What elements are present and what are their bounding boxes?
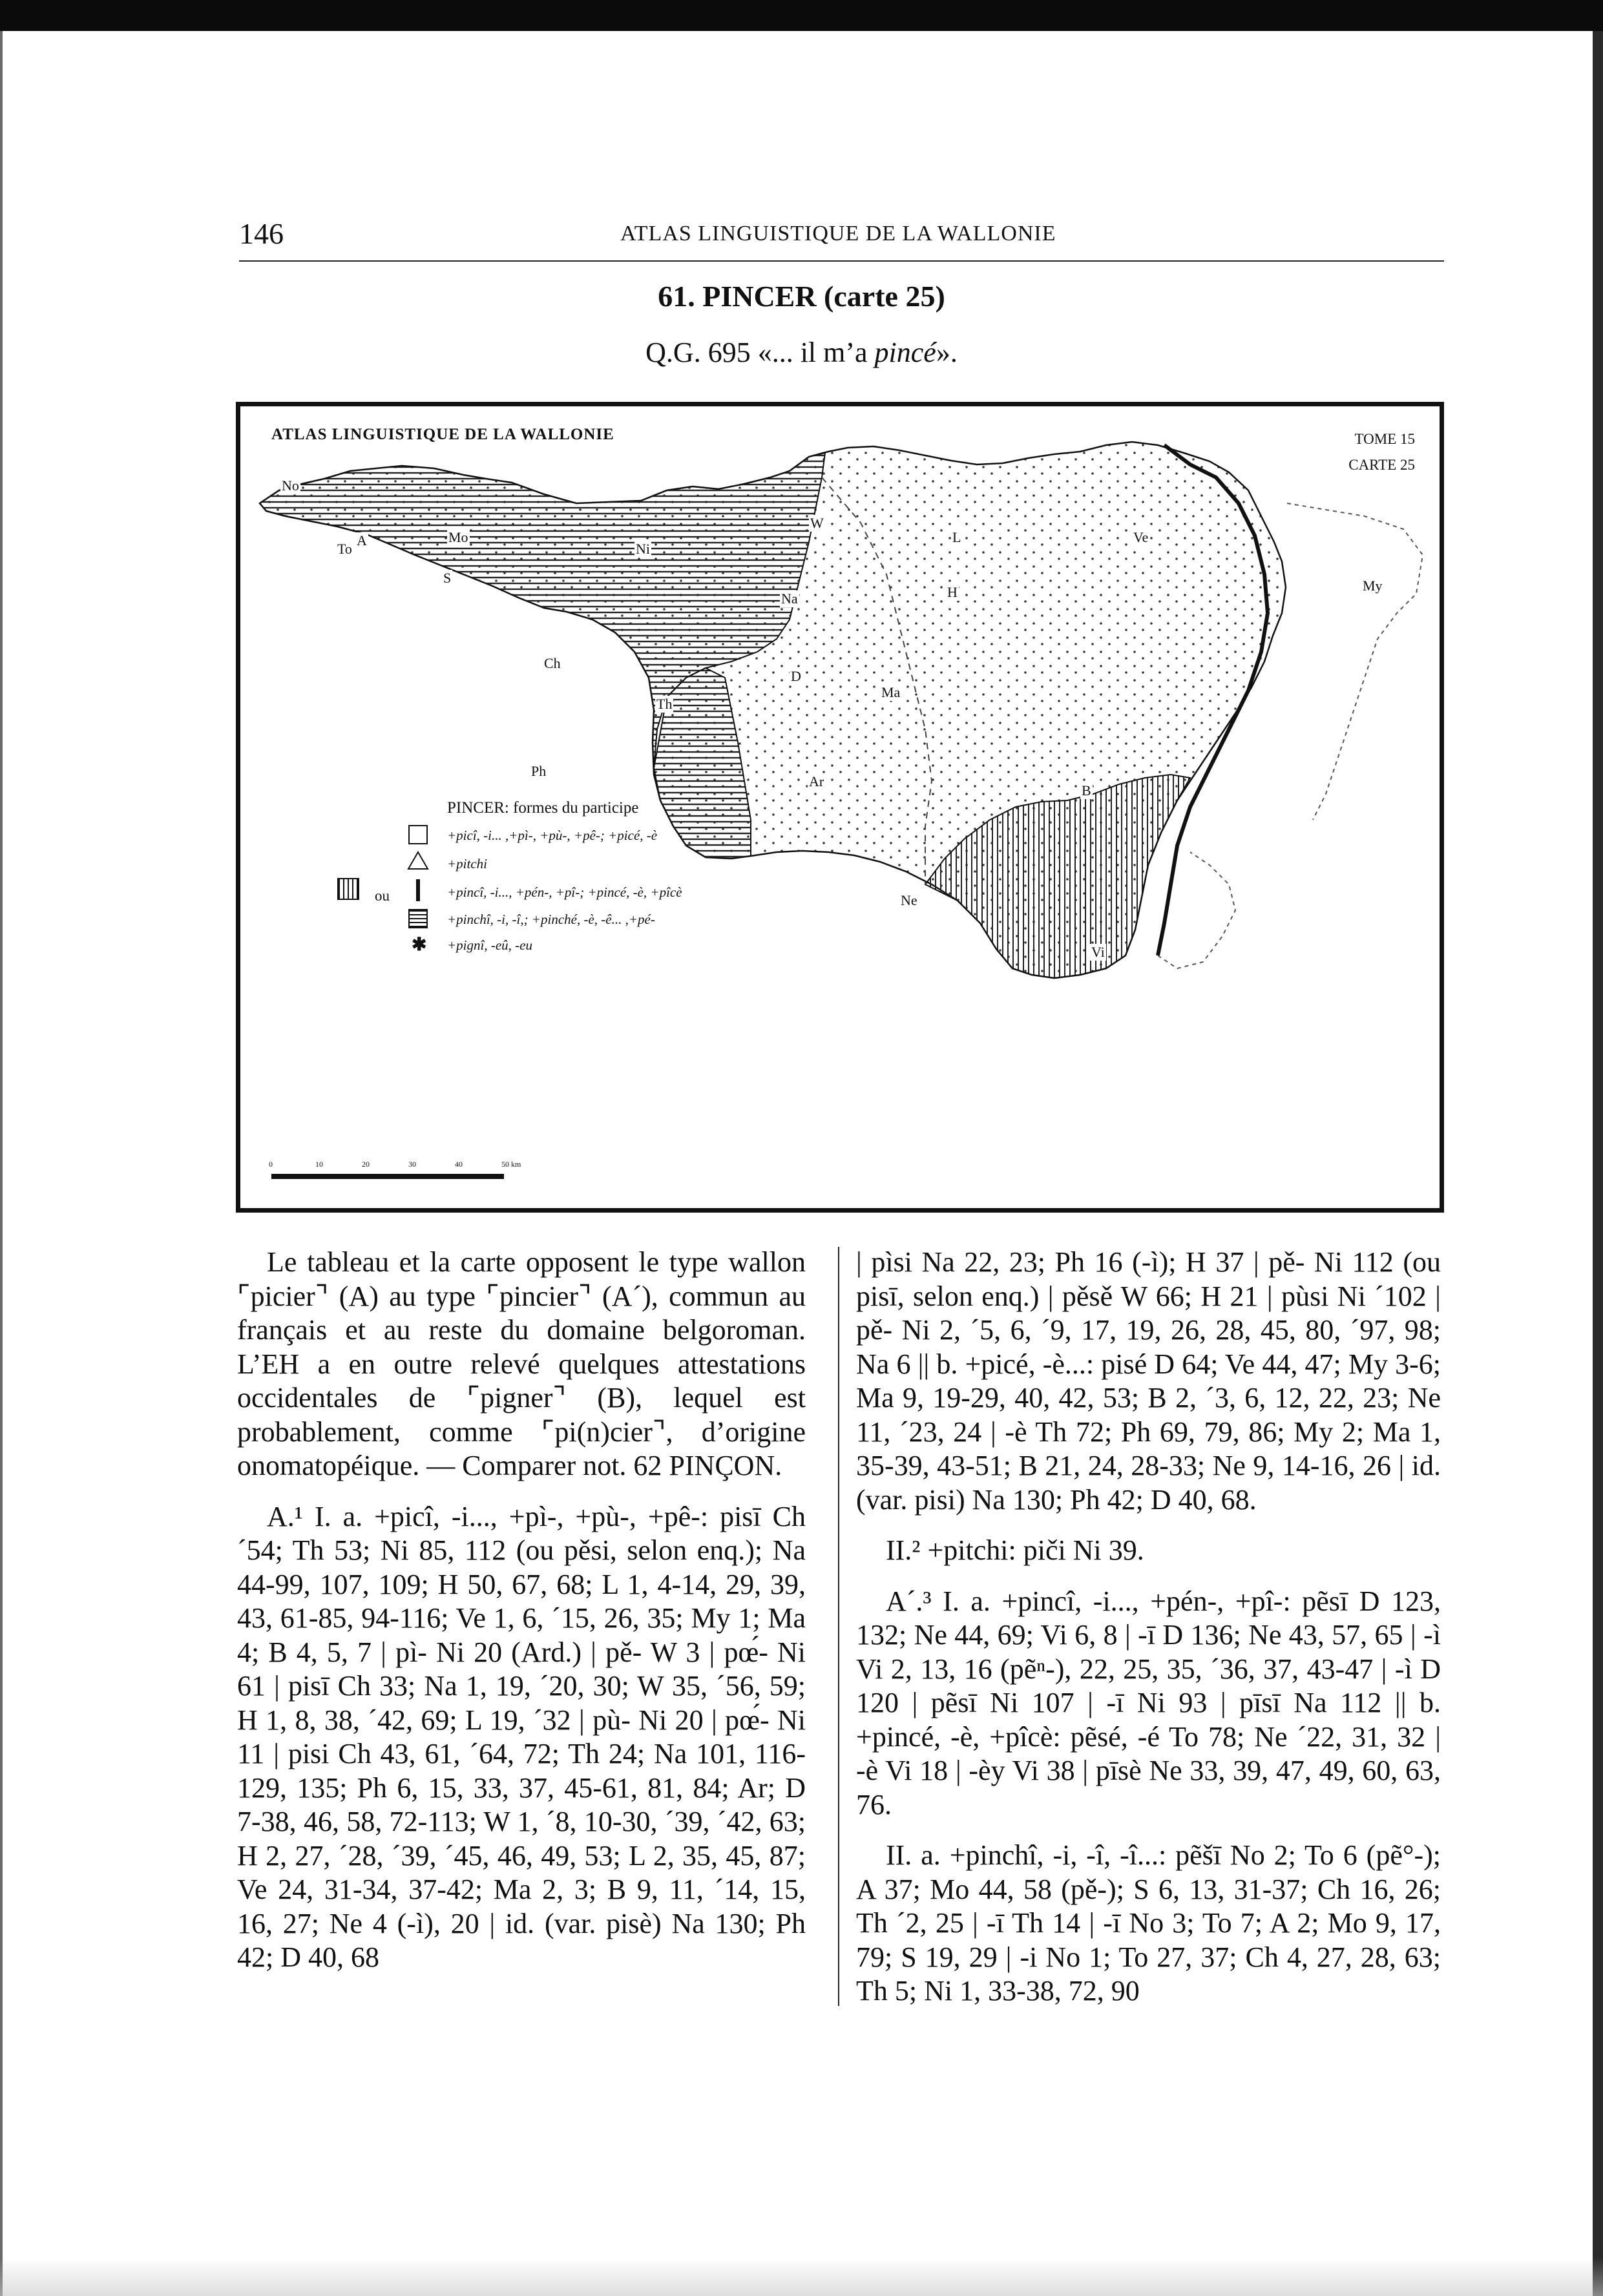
forms-paragraph-a: A.¹ I. a. +picî, -i..., +pì-, +pù-, +pê-: pisī Ch ´54; Th 53; Ni 85, 112 (ou pěsi, selon enq.); Na 44-99, 107, 109; H 50, 67, 68; L 1, 4-14, 29, 39, 43, 61-85, 94-116; Ve 1, 6, ´15, 26, 35; My 1; Ma 4; B 4, 5, 7 | pì- Ni 20 (Ard.) | pě- W 3 | pœ́- Ni 61 | pisī Ch 33; Na 1, 19, ´20, 30; W 35, ´56, 59; H 1, 8, 38, ´42, 69; L 19, ´32 | pù- Ni 20 | pœ́- Ni 11 | pisi Ch 43, 61, ´64, 72; Th 24; Na 101, 116-129, 135; Ph 6, 15, 33, 37, 45-61, 81, 84; Ar; D 7-38, 46, 58, 72-113; W 1, ´8, 10-30, ´39, ´42, 63; H 2, 27, ´28, ´39, ´45, 46, 49, 53; L 2, 35, 45, 87; Ve 24, 31-34, 37-42; Ma 2, 3; B 9, 11, ´14, 15, 16, 27; Ne 4 (-ì), 20 | id. (var. pisè) Na 130; Ph 42; D 40, 68	[237, 1500, 806, 1973]
region-label: Vi	[1091, 944, 1105, 960]
section-title: 61. PINCER (carte 25)	[658, 280, 945, 313]
triangle-symbol-icon	[407, 851, 429, 870]
forms-paragraph-a-prime: A´.³ I. a. +pincî, -i..., +pén-, +pî-: pẽsī D 123, 132; Ne 44, 69; Vi 6, 8 | -ī D 136; Ne 43, 57, 65 | -ì Vi 2, 13, 16 (pẽⁿ-), 22, 25, 35, ´36, 37, 43-47 | -ì D 120 | pẽsī Ni 107 | -ī Ni 93 | pīsī Na 112 || b. +pincé, -è, +pîcè: pẽsé, -é To 78; Ne ´22, 31, 32 | -è Vi 18 | -èy Vi 38 | pīsè Ne 33, 39, 47, 49, 60, 63, 76.	[856, 1585, 1441, 1821]
column-rule	[838, 1247, 839, 2006]
map-tome: TOME 15	[1354, 431, 1415, 447]
region-label: S	[443, 570, 452, 586]
scale-tick-label: 50 km	[501, 1160, 521, 1169]
german-region-outline	[1287, 503, 1423, 820]
map-legend	[318, 794, 680, 988]
legend-item-asterisk: +pignî, -eû, -eu	[447, 937, 532, 953]
scale-tick-label: 10	[315, 1160, 323, 1169]
region-label: B	[1082, 782, 1091, 798]
region-label: D	[791, 668, 801, 684]
region-label: Ma	[881, 684, 901, 700]
forms-paragraph-a-continued: | pìsi Na 22, 23; Ph 16 (-ì); H 37 | pě- Ni 112 (ou pisī, selon enq.) | pěsě W 66; H 21 | pùsi Ni ´102 | pě- Ni 2, ´5, 6, ´9, 17, 19, 26, 28, 45, 80, ´97, 98; Na 6 || b. +picé, -è...: pisé D 64; Ve 44, 47; My 3-6; Ma 9, 19-29, 40, 42, 53; B 2, ´3, 6, 12, 22, 23; Ne 11, ´23, 24 | -è Th 72; Ph 69, 79, 86; My 2; Ma 1, 35-39, 43-51; B 21, 24, 28-33; Ne 9, 14-16, 26 | id. (var. pisi) Na 130; Ph 42; D 40, 68.	[856, 1246, 1441, 1516]
text-column-left	[237, 1246, 806, 1992]
running-title: ATLAS LINGUISTIQUE DE LA WALLONIE	[620, 222, 1056, 245]
map-header: ATLAS LINGUISTIQUE DE LA WALLONIE	[271, 426, 614, 443]
region-label: Ni	[636, 541, 650, 557]
questionnaire-word: pincé	[874, 337, 936, 368]
scan-right-border	[1593, 31, 1603, 2296]
scale-tick-label: 40	[455, 1160, 463, 1169]
forms-paragraph-a-ii: II.² +pitchi: piči Ni 39.	[886, 1534, 1144, 1566]
scan-bottom-grain	[0, 2257, 1603, 2296]
page-number: 146	[239, 217, 284, 250]
legend-or: ou	[375, 888, 390, 904]
region-label: To	[337, 541, 352, 557]
map-carte: CARTE 25	[1348, 457, 1415, 473]
scan-left-edge	[0, 31, 3, 2296]
dialect-map	[236, 402, 1444, 1213]
luxembourg-outline	[1158, 852, 1235, 968]
legend-item-square: +picî, -i... ,+pì-, +pù-, +pê-; +picé, -è	[447, 828, 658, 843]
legend-item-hatched: +pinchî, -i, -î,; +pinché, -è, -ê... ,+pé-	[447, 912, 655, 927]
square-symbol-icon	[408, 825, 428, 844]
region-label: My	[1363, 578, 1383, 594]
commentary-paragraph: Le tableau et la carte opposent le type wallon ⌜picier⌝ (A) au type ⌜pincier⌝ (A´), commun au français et au reste du domaine belgoroman. L’EH a en outre relevé quelques attestations occidentales de ⌜pigner⌝ (B), lequel est probablement, comme ⌜pi(n)cier⌝, d’origine onomatopéique. — Comparer not. 62 PINÇON.	[237, 1246, 806, 1481]
region-label: Ve	[1133, 529, 1149, 545]
region-label: L	[952, 529, 961, 545]
bar-symbol-icon	[416, 879, 420, 901]
asterisk-icon: ✱	[412, 935, 427, 955]
scale-tick-label: 30	[408, 1160, 416, 1169]
text-column-right	[856, 1246, 1441, 2025]
legend-item-triangle: +pitchi	[447, 856, 487, 871]
region-label: No	[282, 477, 299, 494]
region-label: A	[357, 532, 367, 548]
horizontal-hatched-icon	[408, 909, 428, 928]
region-label: H	[947, 584, 958, 600]
region-label: Mo	[448, 529, 468, 545]
region-label: Na	[781, 590, 798, 607]
region-label: Ph	[531, 763, 547, 779]
region-label: Th	[656, 696, 673, 712]
scale-tick-label: 20	[362, 1160, 370, 1169]
scale-bar	[271, 1174, 504, 1179]
forms-paragraph-a-prime-ii: II. a. +pinchî, -i, -î, -î...: pẽšī No 2; To 6 (pẽ°-); A 37; Mo 44, 58 (pě-); S 6, 13, 31-37; Ch 16, 26; Th ´2, 25 | -ī Th 14 | -ī No 3; To 7; A 2; Mo 9, 17, 79; S 19, 29 | -i No 1; To 27, 37; Ch 4, 27, 28, 63; Th 5; Ni 1, 33-38, 72, 90	[856, 1839, 1441, 2007]
region-label: Ar	[809, 773, 824, 789]
questionnaire-suffix: ».	[936, 337, 958, 368]
region-label: W	[810, 515, 824, 531]
region-label: Ch	[544, 655, 561, 671]
header-rule	[239, 260, 1444, 262]
questionnaire-reference	[0, 336, 1603, 369]
scan-top-border	[0, 0, 1603, 31]
hatched-box-icon	[337, 878, 359, 900]
legend-title: PINCER: formes du participe	[447, 799, 639, 817]
region-label: Ne	[901, 892, 917, 908]
legend-item-bar: +pincî, -i..., +pén-, +pî-; +pincé, -è, +pîcè	[447, 884, 682, 900]
questionnaire-prefix: Q.G. 695 «... il m’a	[645, 337, 875, 368]
scale-tick-label: 0	[269, 1160, 273, 1169]
